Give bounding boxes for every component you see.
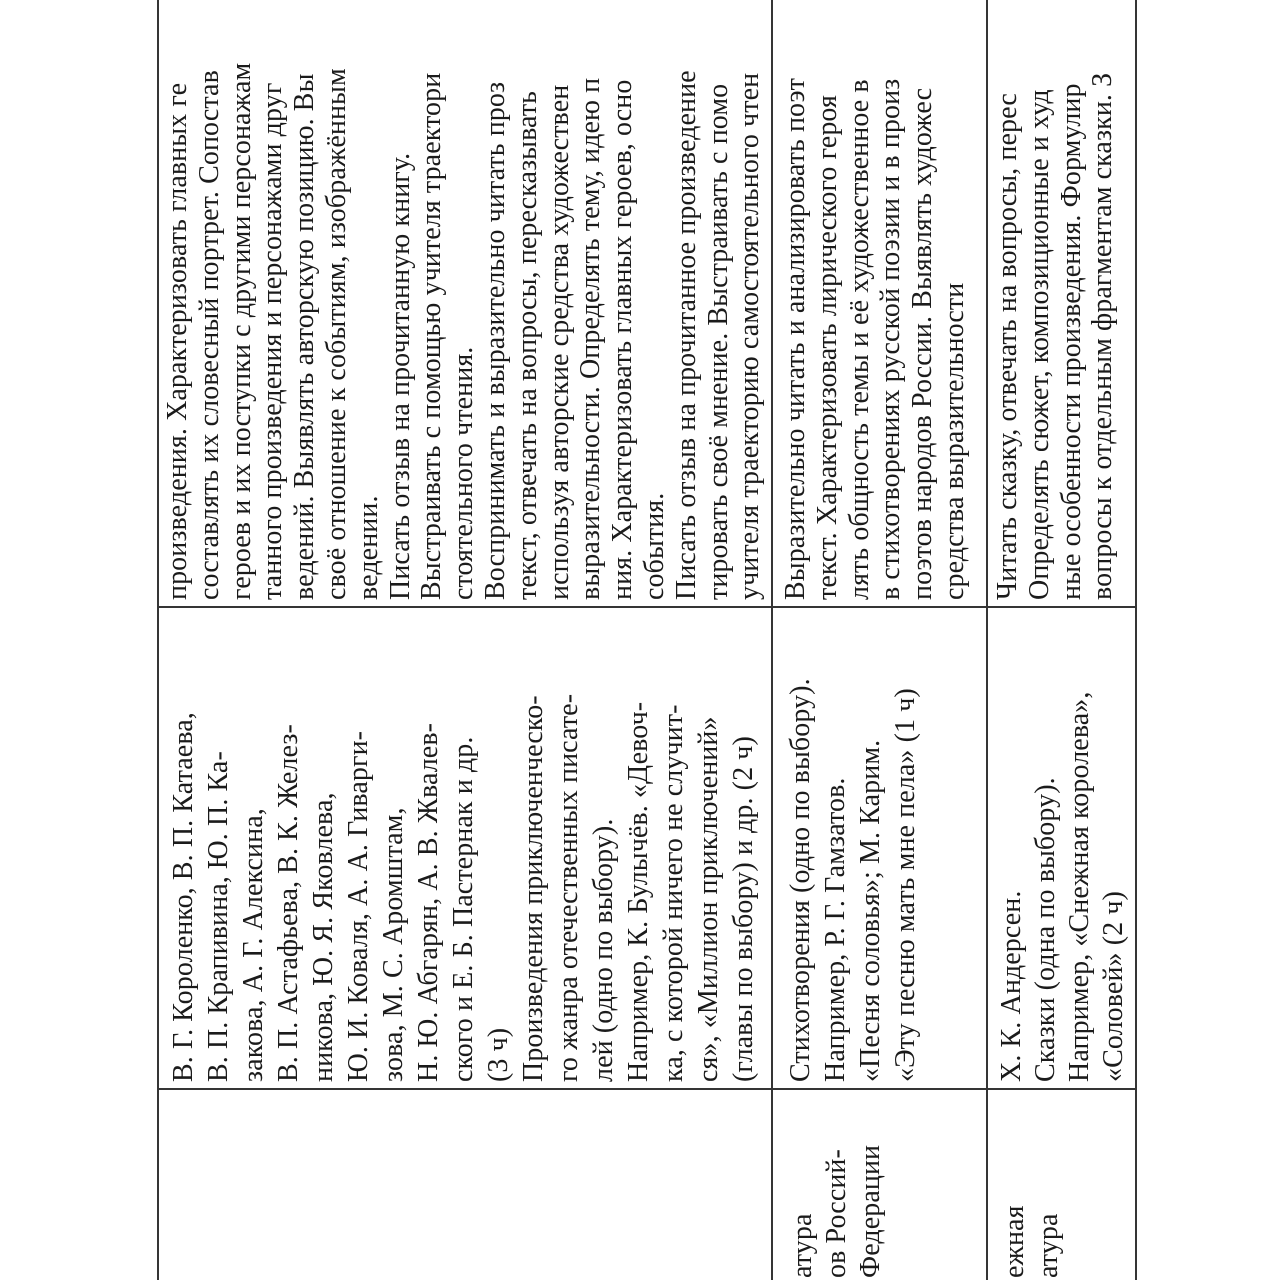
text-line: го жанра отечественных писате- [553, 693, 584, 1082]
text-line: вопросы к отдельным фрагментам сказки. З [1087, 72, 1119, 600]
text-line: (3 ч) [483, 1027, 514, 1082]
cell-label-row3 [998, 1205, 1066, 1278]
text-line: героев и их поступки с другими персонажам [225, 62, 257, 600]
text-line: Например, «Снежная королева», [1064, 691, 1095, 1082]
cell-works-row3 [995, 691, 1131, 1082]
text-line: Например, К. Булычёв. «Девоч- [623, 701, 654, 1082]
text-line: текст. Характеризовать лирического героя [811, 95, 843, 600]
text-line: ные особенности произведения. Формулир [1055, 83, 1087, 600]
table-border-label-works [157, 1088, 1137, 1090]
text-line: средства выразительности [938, 282, 970, 600]
text-line: атура [787, 1213, 818, 1278]
text-line: никова, Ю. Я. Яковлева, [308, 792, 339, 1082]
text-line: В. П. Крапивина, Ю. П. Ка- [203, 751, 234, 1082]
text-line: Ю. И. Коваля, А. А. Гиварги- [343, 730, 374, 1082]
text-line: танного произведения и персонажами друг [257, 82, 289, 600]
text-line: Выстраивать с помощью учителя траектори [416, 72, 448, 600]
text-line: ведении. [352, 495, 384, 600]
cell-works-row1 [166, 694, 761, 1082]
text-line: ов Россий- [821, 1149, 852, 1278]
text-line: В. Г. Короленко, В. П. Катаева, [168, 712, 199, 1082]
text-line: ведений. Выявлять авторскую позицию. Вы [289, 73, 321, 600]
text-line: «Соловей» (2 ч) [1098, 891, 1129, 1082]
text-line: Например, Р. Г. Гамзатов. [820, 777, 851, 1082]
text-line: Определять сюжет, композиционные и худ [1023, 89, 1055, 600]
text-line: Воспринимать и выразительно читать проз [479, 81, 511, 600]
cell-activities-row3 [992, 73, 1119, 600]
text-line: В. П. Астафьева, В. К. Желез- [273, 724, 304, 1082]
text-line: ка, с которой ничего не случит- [658, 704, 689, 1082]
text-line: закова, А. Г. Алексина, [238, 808, 269, 1082]
text-line: своё отношение к событиям, изображённым [320, 68, 352, 600]
text-line: события. [638, 492, 670, 600]
text-line: Х. К. Андерсен. [996, 890, 1027, 1082]
text-line: зова, М. С. Аромштам, [378, 807, 409, 1082]
text-line: Н. Ю. Абгарян, А. В. Жвалев- [413, 722, 444, 1082]
text-line: учителя траекторию самостоятельного чтен [734, 72, 766, 600]
text-line: лять общность темы и её художественное в [843, 79, 875, 600]
text-line: поэтов народов России. Выявлять художес [907, 87, 939, 600]
cell-label-row2 [786, 1145, 888, 1278]
text-line: текст, отвечать на вопросы, пересказывать [511, 90, 543, 600]
text-line: Федерации [855, 1144, 886, 1278]
table-border-works-activities [157, 606, 1137, 608]
text-line: выразительности. Определять тему, идею п [575, 77, 607, 600]
text-line: Читать сказку, отвечать на вопросы, перес [992, 93, 1023, 600]
text-line: Писать отзыв на прочитанную книгу. [384, 152, 416, 600]
text-line: Произведения приключенческо- [518, 695, 549, 1082]
text-line: (главы по выбору) и др. (2 ч) [728, 736, 759, 1082]
text-line: «Песня соловья»; М. Карим. [855, 739, 886, 1082]
text-line: стоятельного чтения. [448, 346, 480, 600]
text-line: лей (одно по выбору). [588, 818, 619, 1082]
text-line: тировать своё мнение. Выстраивать с помо [702, 83, 734, 600]
text-line: ния. Характеризовать главных героев, осно [607, 79, 639, 600]
text-line: атура [1033, 1213, 1064, 1278]
text-line: Писать отзыв на прочитанное произведение [670, 70, 702, 600]
cell-works-row2 [783, 678, 923, 1082]
text-line: используя авторские средства художествен [543, 84, 575, 600]
text-line: составлять их словесный портрет. Сопостав [193, 70, 225, 600]
text-line: ского и Е. Б. Пастернак и др. [448, 736, 479, 1082]
text-line: Выразительно читать и анализировать поэт [780, 78, 811, 600]
text-line: ся», «Миллион приключений» [693, 716, 724, 1082]
cell-activities-row2 [780, 78, 971, 600]
text-line: в стихотворениях русской поэзии и в произ [875, 78, 907, 600]
text-line: Стихотворения (одно по выбору). [785, 678, 816, 1082]
cell-activities-row1 [162, 63, 766, 600]
text-line: «Эту песню мать мне пела» (1 ч) [890, 688, 921, 1082]
text-line: ежная [999, 1205, 1030, 1278]
text-line: произведения. Характеризовать главных ге [162, 82, 193, 600]
text-line: Сказки (одна по выбору). [1030, 777, 1061, 1082]
